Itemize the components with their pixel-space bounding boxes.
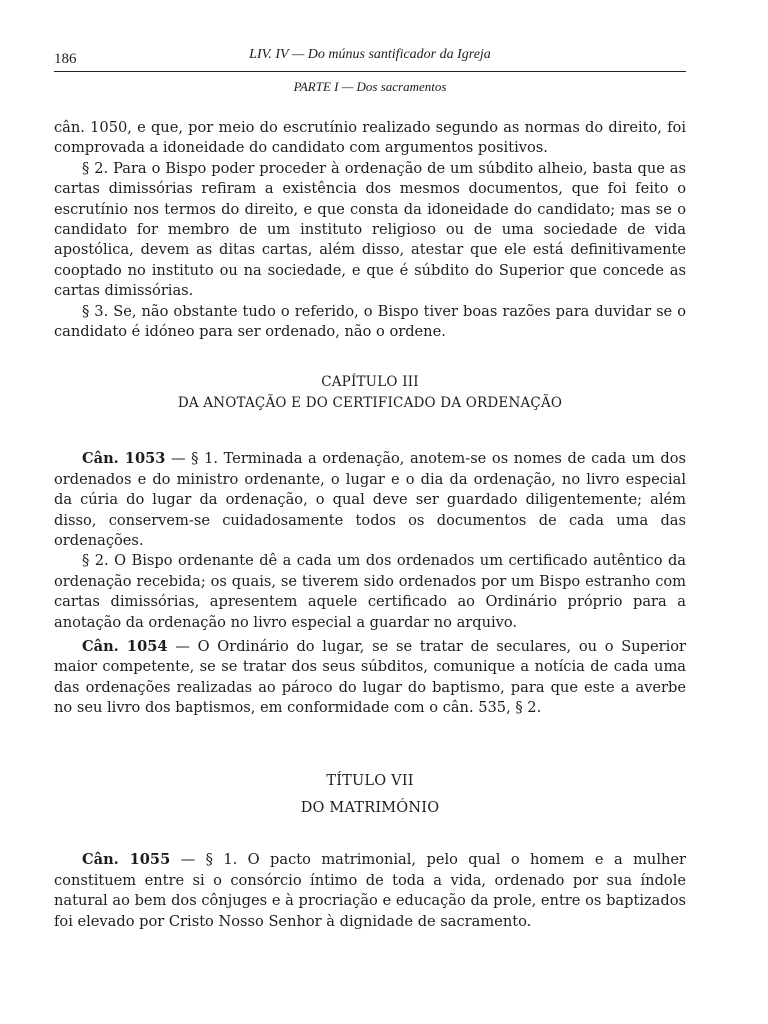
- canon-1054-text: — O Ordinário do lugar, se se tratar de seculares, ou o Superior maior competente, se se tratar dos seus súbditos, comunique a notícia de cada uma das ordenações realizadas ao pároco do lugar do baptismo, para que este a averbe no seu livro dos baptismos, em conformidade com o cân. 535, § 2.: [54, 637, 686, 717]
- canon-1055-label: Cân. 1055: [82, 851, 171, 869]
- running-subtitle: PARTE I — Dos sacramentos: [293, 79, 447, 94]
- canon-1055-paragraph: [54, 850, 686, 932]
- chapter-label: CAPÍTULO III: [321, 374, 419, 391]
- canon-1053-section-2: § 2. O Bispo ordenante dê a cada um dos ordenados um certificado autêntico da ordenação recebida; os quais, se tiverem sido ordenados por um Bispo estranho com cartas dimissórias, apresentem aquele certificado ao Ordinário próprio para a anotação da ordenação no livro especial a guardar no arquivo.: [54, 552, 686, 631]
- page-number: 186: [54, 51, 77, 67]
- canon-1053-label: Cân. 1053: [82, 450, 166, 468]
- header-rule: [54, 71, 686, 72]
- body-text: [54, 118, 686, 932]
- chapter-title: DA ANOTAÇÃO E DO CERTIFICADO DA ORDENAÇÃO: [177, 394, 563, 411]
- paragraph-1052-section-3: § 3. Se, não obstante tudo o referido, o Bispo tiver boas razões para duvidar se o candidato é idóneo para ser ordenado, não o ordene.: [54, 302, 686, 341]
- canon-1055-text: — § 1. O pacto matrimonial, pelo qual o homem e a mulher constituem entre si o consórcio íntimo de toda a vida, ordenado por sua índole natural ao bem dos cônjuges e à procriação e educação da prole, entre os baptizados foi elevado por Cristo Nosso Senhor à dignidade de sacramento.: [54, 851, 686, 930]
- canon-1053-paragraph: [54, 449, 686, 551]
- title-label: TÍTULO VII: [326, 772, 414, 789]
- running-title: LIV. IV — Do múnus santificador da Igreja: [249, 47, 491, 62]
- paragraph-continued: cân. 1050, e que, por meio do escrutínio realizado segundo as normas do direito, foi comprovada a idoneidade do candidato com argumentos positivos.: [54, 119, 686, 157]
- page-header: [54, 0, 686, 98]
- document-page: [54, 0, 687, 930]
- paragraph-1052-section-2: § 2. Para o Bispo poder proceder à ordenação de um súbdito alheio, basta que as cartas dimissórias refiram a existência dos mesmos documentos, que foi feito o escrutínio nos termos do direito, e que consta da idoneidade do candidato; mas se o candidato for membro de um instituto religioso ou de uma sociedade de vida apostólica, devem as ditas cartas, além disso, atestar que ele está definitivamente cooptado no instituto ou na sociedade, e que é súbdito do Superior que concede as cartas dimissórias.: [54, 159, 686, 300]
- canon-1054-paragraph: [54, 637, 686, 719]
- title-name: DO MATRIMÓNIO: [300, 799, 440, 816]
- canon-1054-label: Cân. 1054: [82, 637, 168, 655]
- canon-1053-text: — § 1. Terminada a ordenação, anotem-se os nomes de cada um dos ordenados e do ministro ordenante, o lugar e o dia da ordenação, no livro especial da cúria do lugar da ordenação, o qual deve ser guardado diligentemente; além disso, conservem-se cuidadosamente todos os documentos de cada uma das ordenações.: [54, 450, 687, 549]
